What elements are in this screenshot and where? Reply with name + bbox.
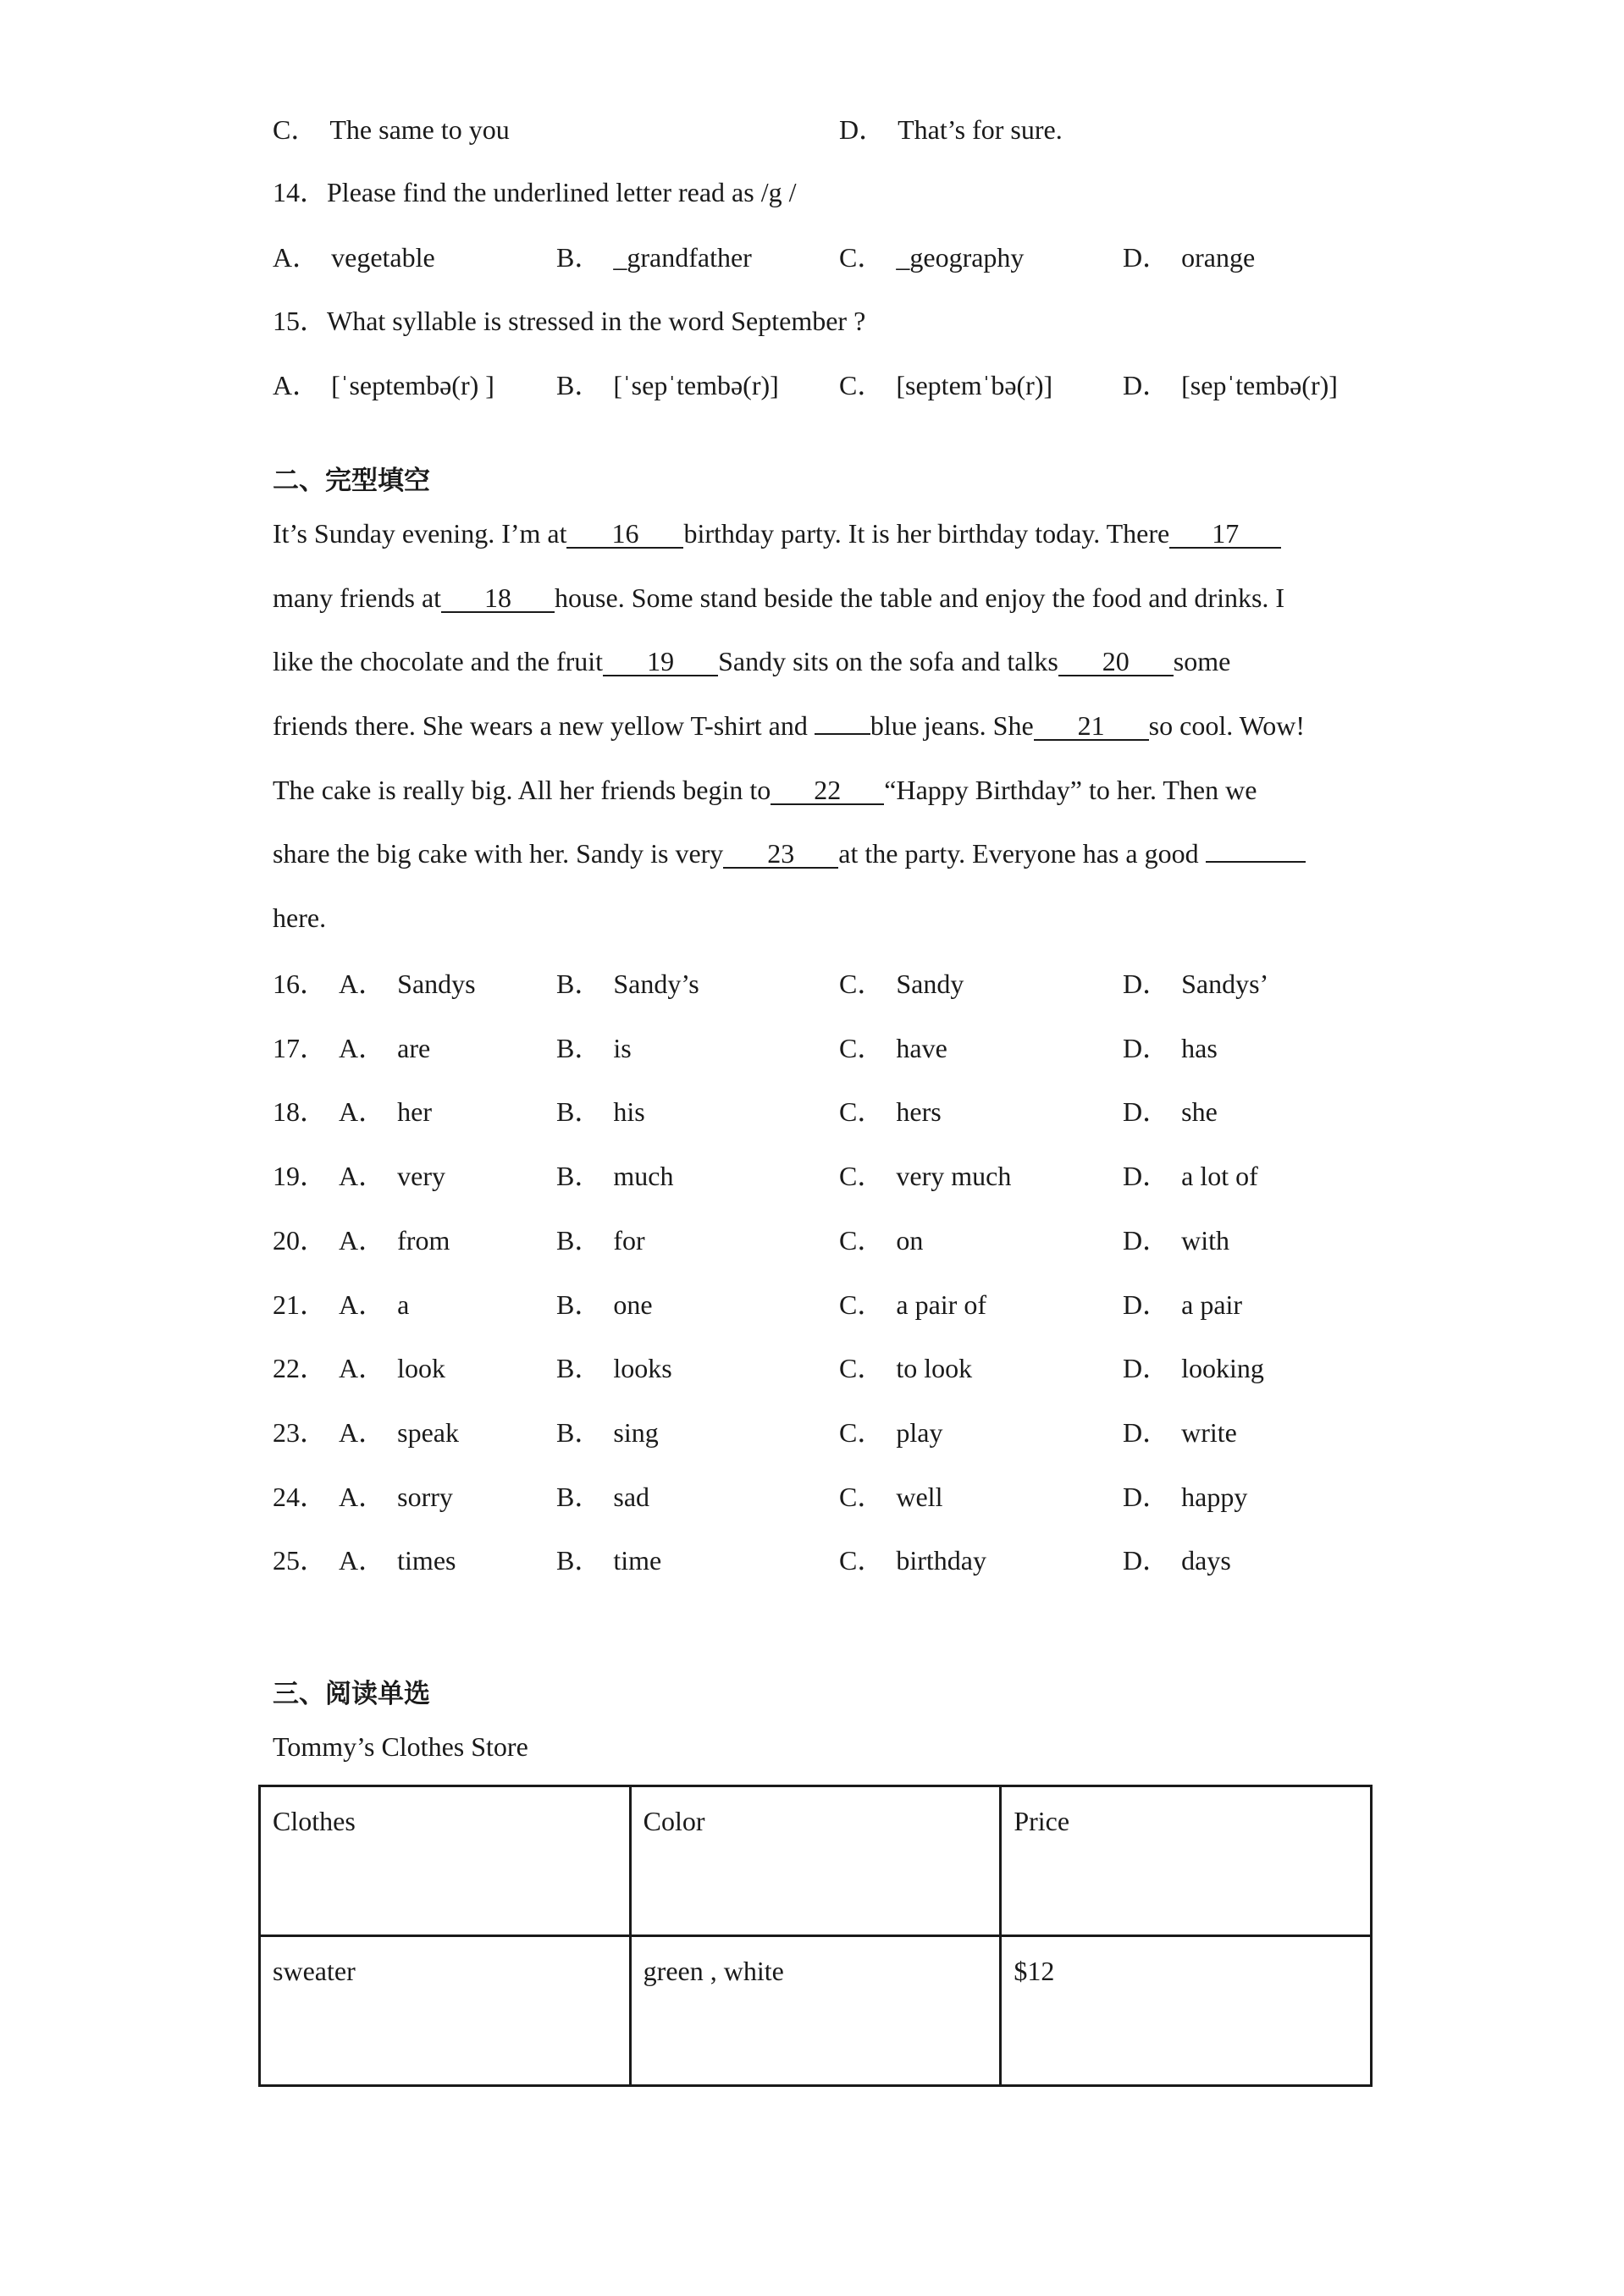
clothes-store-table xyxy=(258,1785,1373,2087)
blank-20: 20 xyxy=(1058,648,1174,676)
cloze-option-b: B． his xyxy=(556,1096,645,1127)
cloze-option-b: B． sing xyxy=(556,1417,659,1448)
table-cell: green , white xyxy=(630,1936,1001,2086)
cloze-option-c: C． well xyxy=(839,1482,943,1512)
cloze-option-a: 20． A． from xyxy=(273,1225,450,1256)
q14-stem: 14．Please find the underlined letter read as /g / xyxy=(273,177,797,207)
blank-unnumbered xyxy=(1206,861,1306,863)
q13-option-d: D． That’s for sure. xyxy=(839,114,1063,145)
cloze-option-a: 18． A． her xyxy=(273,1096,432,1127)
cloze-option-a: 23． A． speak xyxy=(273,1417,459,1448)
cloze-option-c: C． very much xyxy=(839,1161,1012,1191)
blank-22: 22 xyxy=(771,776,884,805)
store-title: Tommy’s Clothes Store xyxy=(273,1731,528,1762)
table-cell: sweater xyxy=(260,1936,631,2086)
cloze-option-d: D． with xyxy=(1123,1225,1230,1256)
passage-line: share the big cake with her. Sandy is very 23 at the party. Everyone has a good xyxy=(273,838,1306,869)
q14-option-b: B． _grandfather xyxy=(556,242,752,273)
q15-option-d: D． [sepˈtembə(r)] xyxy=(1123,370,1338,400)
passage-line: here. xyxy=(273,902,327,933)
cloze-option-a: 19． A． very xyxy=(273,1161,445,1191)
passage-line: many friends at 18 house. Some stand beside the table and enjoy the food and drinks. I xyxy=(273,582,1285,613)
table-cell: $12 xyxy=(1001,1936,1372,2086)
cloze-option-b: B． is xyxy=(556,1033,632,1063)
cloze-option-a: 24． A． sorry xyxy=(273,1482,453,1512)
cloze-option-c: C． on xyxy=(839,1225,924,1256)
cloze-option-b: B． Sandy’s xyxy=(556,969,699,999)
cloze-option-c: C． hers xyxy=(839,1096,942,1127)
section-heading-cloze: 二、完型填空 xyxy=(273,466,430,496)
cloze-option-c: C． Sandy xyxy=(839,969,964,999)
passage-line: The cake is really big. All her friends begin to 22 “Happy Birthday” to her. Then we xyxy=(273,775,1257,805)
cloze-option-b: B． one xyxy=(556,1289,653,1320)
q14-option-d: D． orange xyxy=(1123,242,1256,273)
cloze-option-a: 22． A． look xyxy=(273,1353,446,1383)
cloze-option-c: C． a pair of xyxy=(839,1289,986,1320)
table-header-cell: Price xyxy=(1001,1786,1372,1936)
cloze-option-d: D． a lot of xyxy=(1123,1161,1258,1191)
cloze-option-d: D． a pair xyxy=(1123,1289,1243,1320)
cloze-option-d: D． write xyxy=(1123,1417,1237,1448)
q13-option-c: C． The same to you xyxy=(273,114,510,145)
cloze-option-a: 21． A． a xyxy=(273,1289,410,1320)
section-heading-reading: 三、阅读单选 xyxy=(273,1679,430,1709)
passage-line: like the chocolate and the fruit 19 Sandy sits on the sofa and talks 20 some xyxy=(273,646,1231,676)
cloze-option-b: B． time xyxy=(556,1545,662,1576)
cloze-option-d: D． she xyxy=(1123,1096,1218,1127)
cloze-option-a: 17． A． are xyxy=(273,1033,431,1063)
cloze-option-b: B． looks xyxy=(556,1353,672,1383)
table-header-cell: Color xyxy=(630,1786,1001,1936)
cloze-option-d: D． has xyxy=(1123,1033,1218,1063)
cloze-option-c: C． birthday xyxy=(839,1545,986,1576)
cloze-option-d: D． happy xyxy=(1123,1482,1248,1512)
q15-option-a: A． [ˈseptembə(r) ] xyxy=(273,370,494,400)
passage-line: friends there. She wears a new yellow T-shirt and blue jeans. She 21 so cool. Wow! xyxy=(273,710,1306,741)
cloze-option-a: 16． A． Sandys xyxy=(273,969,476,999)
cloze-option-d: D． days xyxy=(1123,1545,1231,1576)
blank-18: 18 xyxy=(441,584,555,613)
blank-23: 23 xyxy=(723,840,838,869)
passage-line: It’s Sunday evening. I’m at 16 birthday party. It is her birthday today. There 17 xyxy=(273,518,1281,549)
table-header-cell: Clothes xyxy=(260,1786,631,1936)
q15-option-b: B． [ˈsepˈtembə(r)] xyxy=(556,370,779,400)
q14-option-a: A． vegetable xyxy=(273,242,435,273)
blank-16: 16 xyxy=(566,520,683,549)
blank-17: 17 xyxy=(1169,520,1281,549)
table-row xyxy=(260,1936,1372,2086)
table-header-row xyxy=(260,1786,1372,1936)
cloze-option-b: B． much xyxy=(556,1161,674,1191)
blank-21: 21 xyxy=(1034,712,1149,741)
q15-stem: 15．What syllable is stressed in the word September ? xyxy=(273,306,866,336)
q15-option-c: C． [septemˈbə(r)] xyxy=(839,370,1053,400)
q14-option-c: C． _geography xyxy=(839,242,1025,273)
cloze-option-a: 25． A． times xyxy=(273,1545,456,1576)
cloze-option-b: B． for xyxy=(556,1225,645,1256)
blank-unnumbered xyxy=(815,733,870,735)
blank-19: 19 xyxy=(603,648,718,676)
cloze-option-b: B． sad xyxy=(556,1482,650,1512)
cloze-option-c: C． have xyxy=(839,1033,947,1063)
cloze-option-c: C． to look xyxy=(839,1353,973,1383)
cloze-option-d: D． Sandys’ xyxy=(1123,969,1269,999)
cloze-option-d: D． looking xyxy=(1123,1353,1264,1383)
cloze-option-c: C． play xyxy=(839,1417,943,1448)
